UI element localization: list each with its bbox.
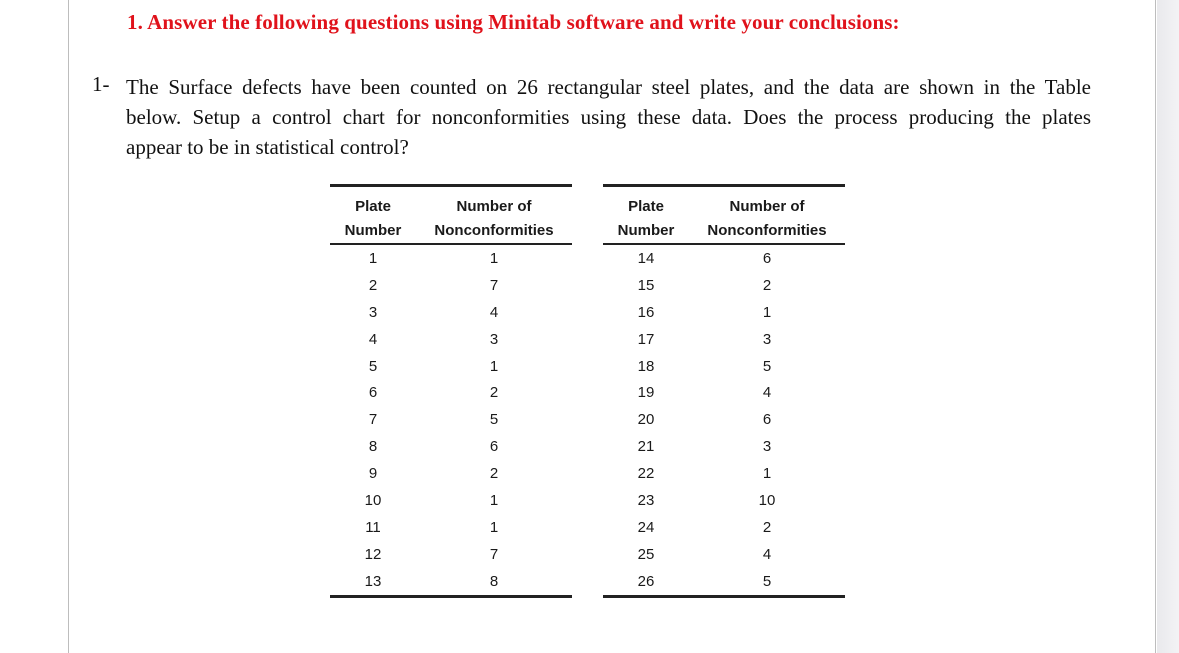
table-row	[330, 326, 572, 353]
header-number-of: Number of	[689, 186, 845, 218]
nonconformities-cell: 1	[489, 249, 499, 267]
nonconformities-cell: 5	[689, 568, 845, 596]
table-row	[330, 406, 572, 433]
page-shadow	[1157, 0, 1179, 653]
nonconformities-cell: 1	[762, 465, 772, 483]
table-body-left	[330, 244, 572, 596]
table-row	[330, 244, 572, 272]
plate-number-cell: 8	[368, 438, 378, 456]
nonconformities-cell: 2	[762, 276, 772, 294]
nonconformities-cell: 2	[489, 384, 499, 402]
table-row	[603, 353, 845, 380]
nonconformities-cell: 7	[489, 545, 499, 563]
table-row	[330, 460, 572, 487]
header-number: Number	[330, 217, 416, 244]
table-body-right	[603, 244, 845, 596]
table-row	[603, 406, 845, 433]
plate-number-cell: 9	[368, 465, 378, 483]
question-line-3: appear to be in statistical control?	[126, 135, 409, 159]
nonconformities-cell: 6	[489, 438, 499, 456]
plate-number-cell: 21	[637, 438, 655, 456]
nonconformities-cell: 1	[489, 518, 499, 536]
table-row	[330, 379, 572, 406]
plate-number-cell: 20	[637, 411, 655, 429]
table-row	[603, 379, 845, 406]
plate-number-cell: 14	[637, 249, 655, 267]
plate-number-cell: 7	[368, 411, 378, 429]
table-row	[603, 433, 845, 460]
plate-number-cell: 10	[364, 491, 382, 509]
assignment-heading: 1. Answer the following questions using Minitab software and write your conclusions:	[127, 10, 900, 34]
plate-number-cell: 24	[637, 518, 655, 536]
nonconformities-cell: 5	[489, 411, 499, 429]
nonconformities-cell: 10	[758, 491, 776, 509]
plate-number-cell: 22	[637, 465, 655, 483]
table-row	[603, 326, 845, 353]
header-plate: Plate	[330, 186, 416, 218]
nonconformities-cell: 4	[762, 384, 772, 402]
plate-number-cell: 1	[368, 249, 378, 267]
nonconformities-cell: 3	[489, 330, 499, 348]
nonconformities-cell: 3	[762, 438, 772, 456]
table-row	[603, 460, 845, 487]
plate-number-cell: 26	[603, 568, 689, 596]
table-row	[603, 244, 845, 272]
table-row	[603, 299, 845, 326]
nonconformities-cell: 4	[489, 303, 499, 321]
table-row	[330, 272, 572, 299]
table-row	[330, 299, 572, 326]
question-line-2: below. Setup a control chart for nonconformities using these data. Does the process producing the plates	[126, 105, 1091, 129]
table-row	[603, 514, 845, 541]
plate-number-cell: 2	[368, 276, 378, 294]
question-line-1: The Surface defects have been counted on 26 rectangular steel plates, and the data are shown in the Table	[126, 75, 1091, 99]
plate-number-cell: 15	[637, 276, 655, 294]
table-row	[603, 487, 845, 514]
nonconformities-cell: 5	[762, 357, 772, 375]
plate-number-cell: 13	[330, 568, 416, 596]
plate-number-cell: 23	[637, 491, 655, 509]
plate-number-cell: 3	[368, 303, 378, 321]
header-plate: Plate	[603, 186, 689, 218]
nonconformities-cell: 1	[489, 491, 499, 509]
plate-number-cell: 25	[637, 545, 655, 563]
plate-number-cell: 19	[637, 384, 655, 402]
table-row	[603, 541, 845, 568]
nonconformities-cell: 1	[762, 303, 772, 321]
plate-number-cell: 18	[637, 357, 655, 375]
table-row	[603, 568, 845, 596]
data-table-right	[603, 184, 845, 598]
table-row	[603, 272, 845, 299]
question-text	[126, 72, 1091, 162]
nonconformities-cell: 6	[762, 411, 772, 429]
nonconformities-cell: 1	[489, 357, 499, 375]
header-nonconformities: Nonconformities	[689, 217, 845, 244]
question-number: 1-	[92, 72, 110, 96]
nonconformities-cell: 2	[762, 518, 772, 536]
plate-number-cell: 5	[368, 357, 378, 375]
nonconformities-cell: 8	[416, 568, 572, 596]
nonconformities-cell: 2	[489, 465, 499, 483]
table-row	[330, 487, 572, 514]
plate-number-cell: 6	[368, 384, 378, 402]
nonconformities-cell: 4	[762, 545, 772, 563]
header-number: Number	[603, 217, 689, 244]
plate-number-cell: 11	[365, 518, 381, 536]
table-row	[330, 353, 572, 380]
nonconformities-cell: 6	[762, 249, 772, 267]
table-row	[330, 433, 572, 460]
table-row	[330, 541, 572, 568]
table-row	[330, 568, 572, 596]
nonconformities-cell: 3	[762, 330, 772, 348]
plate-number-cell: 16	[637, 303, 655, 321]
header-number-of: Number of	[416, 186, 572, 218]
data-table-left	[330, 184, 572, 598]
plate-number-cell: 17	[637, 330, 655, 348]
plate-number-cell: 4	[368, 330, 378, 348]
header-nonconformities: Nonconformities	[416, 217, 572, 244]
table-row	[330, 514, 572, 541]
plate-number-cell: 12	[364, 545, 382, 563]
nonconformities-cell: 7	[489, 276, 499, 294]
